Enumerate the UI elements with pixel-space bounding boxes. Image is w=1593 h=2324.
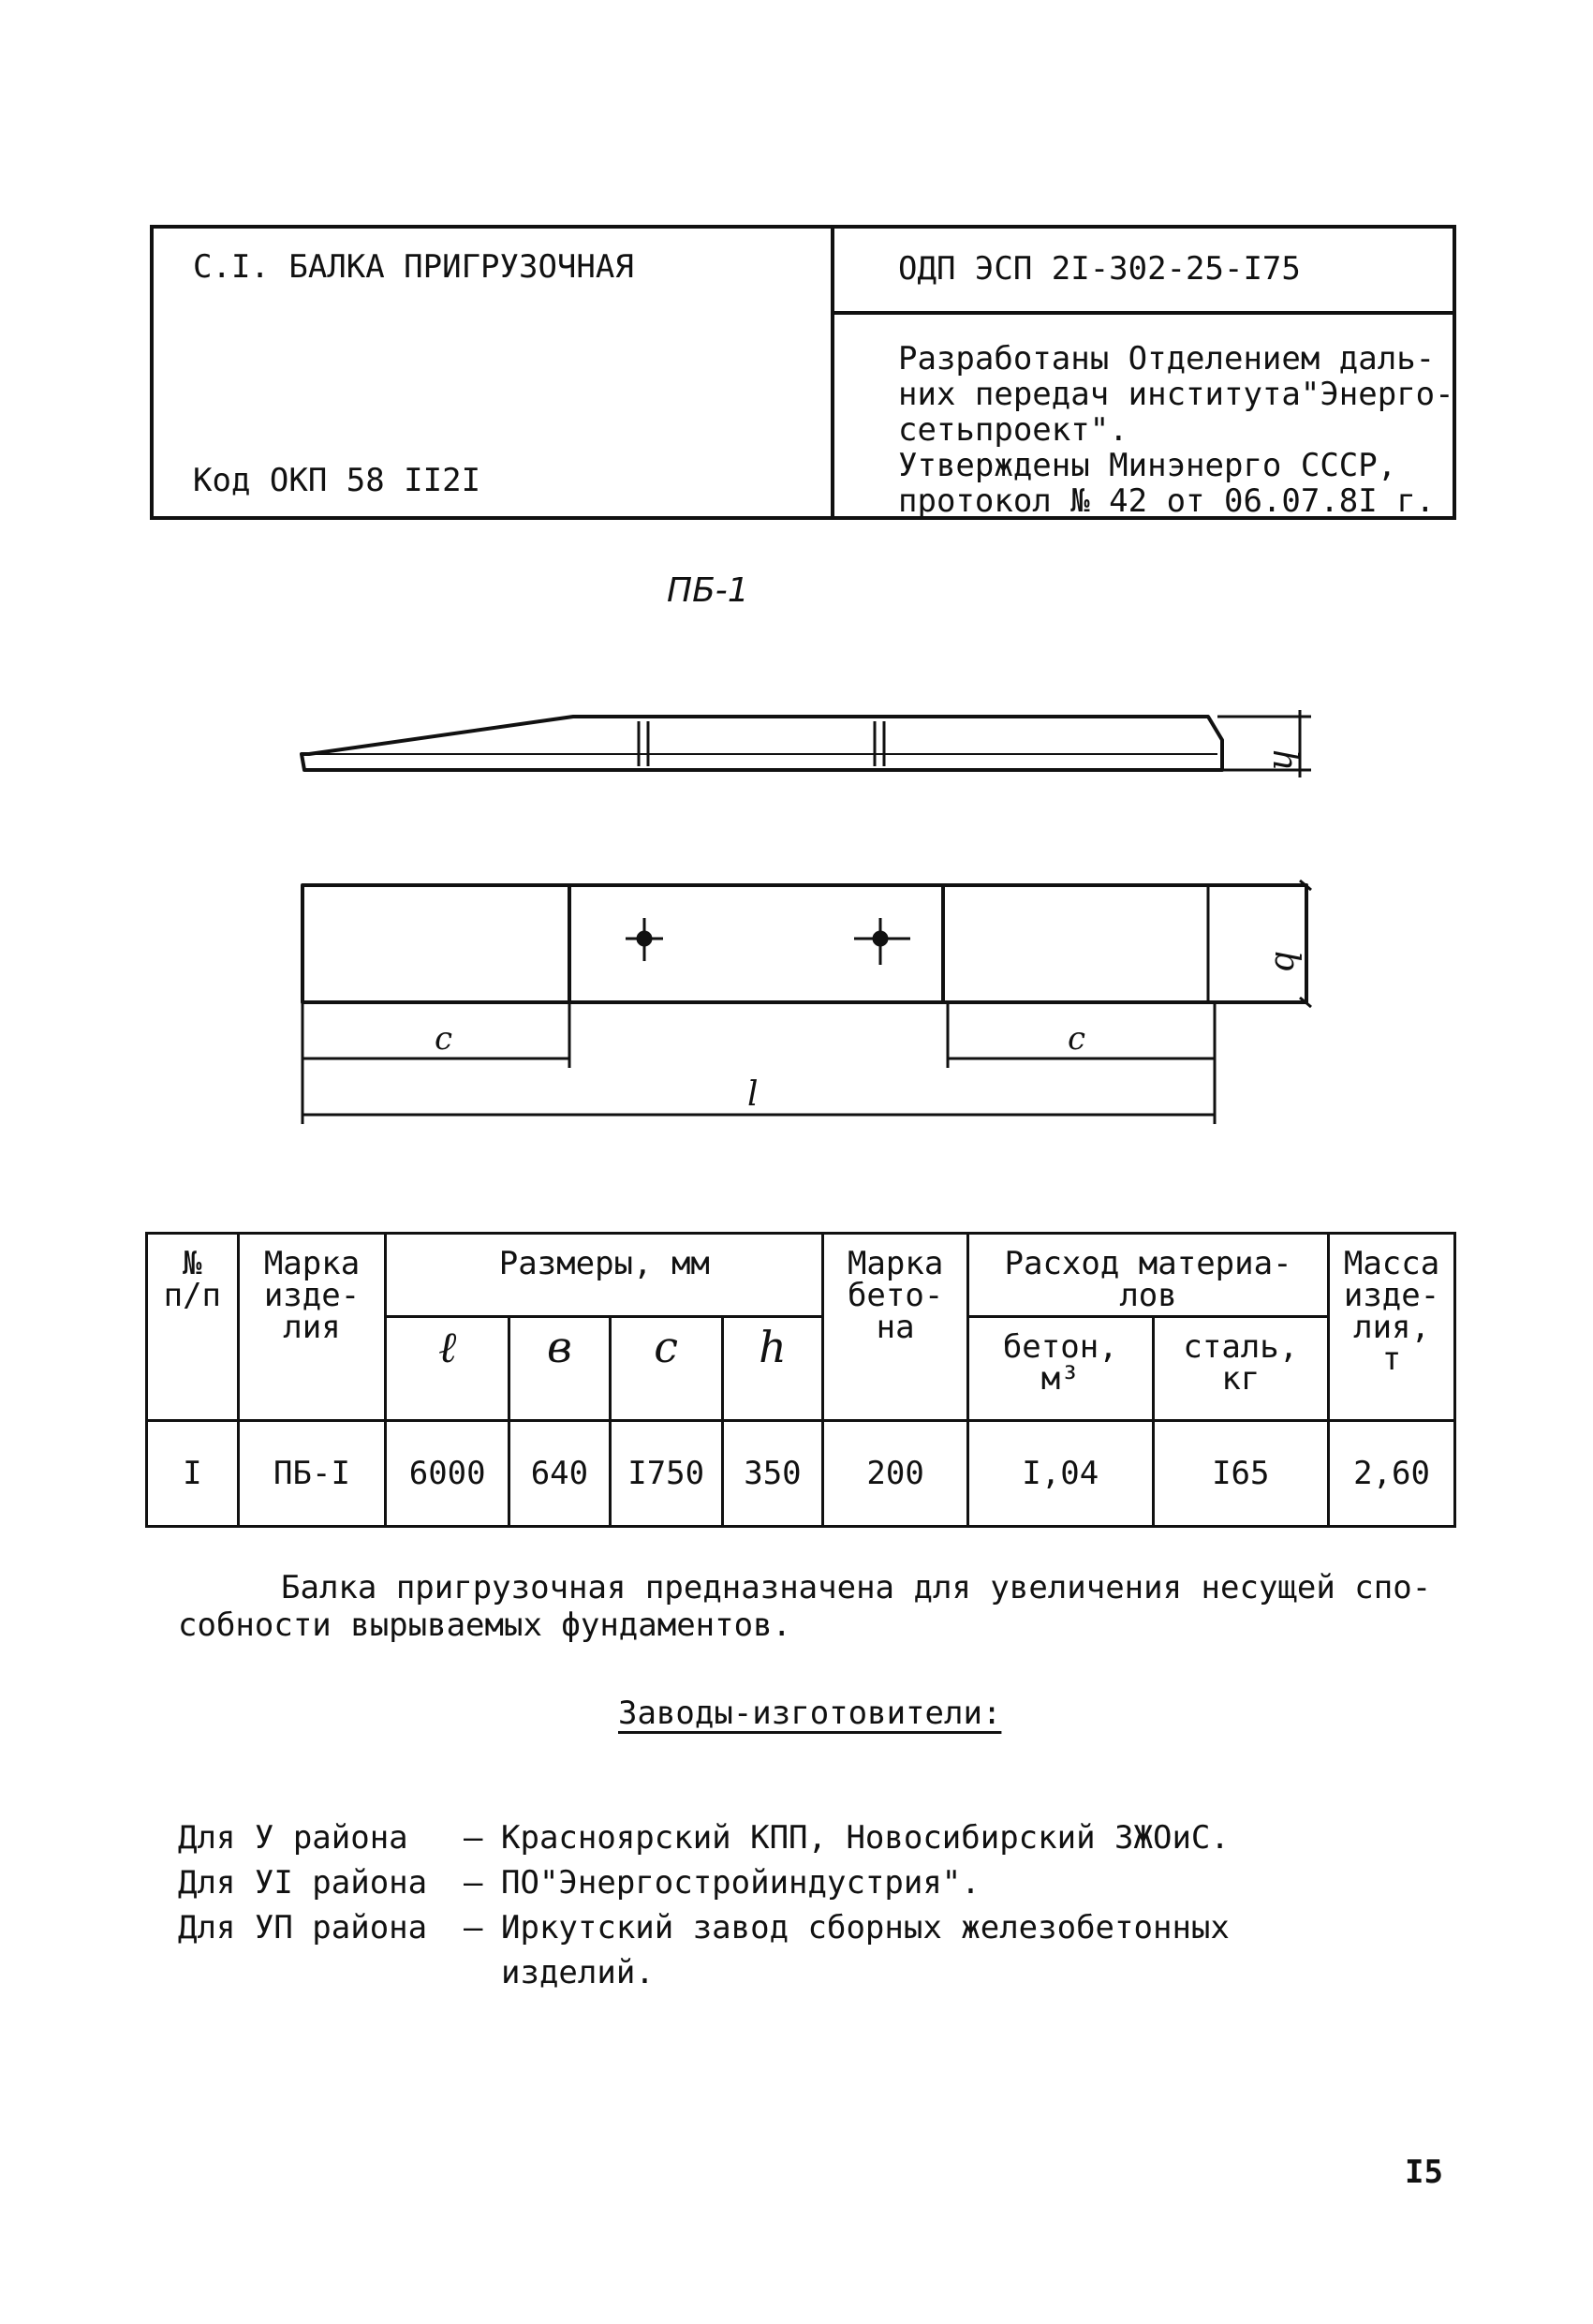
table-header-row-1 xyxy=(147,1234,1455,1317)
developed-line-2: них передач института"Энерго- xyxy=(898,376,1454,413)
header-consumption: Расход материа- лов xyxy=(967,1234,1328,1317)
manufacturer-dash-1: – xyxy=(464,1819,483,1857)
approved-line-2: протокол № 42 от 06.07.8I г. xyxy=(898,482,1436,520)
cell-b: 640 xyxy=(509,1421,611,1527)
lifting-loop-marks xyxy=(639,721,884,766)
developed-line-3: сетьпроект". xyxy=(898,411,1128,449)
manufacturer-region-1: Для У района xyxy=(178,1819,408,1857)
cell-num: I xyxy=(147,1421,239,1527)
cell-h: 350 xyxy=(722,1421,823,1527)
header-dim-b: в xyxy=(509,1317,611,1421)
cell-mark: ПБ-I xyxy=(238,1421,386,1527)
dim-h-label: h xyxy=(1265,749,1304,772)
section-title: С.I. БАЛКА ПРИГРУЗОЧНАЯ xyxy=(193,248,634,286)
page-number: I5 xyxy=(1405,2154,1443,2191)
manufacturer-dash-2: – xyxy=(464,1864,483,1902)
cell-concrete-volume: I,04 xyxy=(967,1421,1153,1527)
plan-marker-1 xyxy=(626,918,663,961)
manufacturer-plant-1: Красноярский КПП, Новосибирский ЗЖОиС. xyxy=(501,1819,1230,1857)
manufacturer-plant-3-continuation: изделий. xyxy=(501,1954,655,1991)
header-mark: Марка изде- лия xyxy=(238,1234,386,1421)
manufacturer-plant-2: ПО"Энергостройиндустрия". xyxy=(501,1864,981,1902)
beam-side-view xyxy=(302,717,1222,770)
header-steel: сталь, кг xyxy=(1153,1317,1329,1421)
header-dim-h: h xyxy=(722,1317,823,1421)
header-dim-l: ℓ xyxy=(386,1317,509,1421)
beam-plan-view xyxy=(302,885,1306,1002)
header-concrete-volume: бетон, м³ xyxy=(967,1317,1153,1421)
dimension-b xyxy=(1300,881,1311,1007)
dim-c-right-label: c xyxy=(1068,1020,1086,1058)
dim-l-label: l xyxy=(747,1075,759,1114)
dim-b-label: b xyxy=(1267,951,1305,973)
cell-c: I750 xyxy=(610,1421,722,1527)
header-concrete-grade: Марка бето- на xyxy=(823,1234,968,1421)
table-row xyxy=(147,1421,1455,1527)
manufacturer-region-2: Для УI района xyxy=(178,1864,428,1902)
header-num: № п/п xyxy=(147,1234,239,1421)
cell-concrete-grade: 200 xyxy=(823,1421,968,1527)
manufacturer-region-3: Для УП района xyxy=(178,1909,428,1947)
manufacturer-plant-3: Иркутский завод сборных железобетонных xyxy=(501,1909,1230,1947)
header-dim-c: с xyxy=(610,1317,722,1421)
drawing-label: ПБ-1 xyxy=(667,571,749,610)
manufacturers-title: Заводы-изготовители: xyxy=(618,1695,1002,1732)
plan-marker-2 xyxy=(854,918,910,965)
description-line-1: Балка пригрузочная предназначена для увеличения несущей спо- xyxy=(281,1569,1432,1606)
header-mass: Масса изде- лия, т xyxy=(1329,1234,1455,1421)
doc-number: ОДП ЭСП 2I-302-25-I75 xyxy=(898,250,1301,288)
okp-code: Код ОКП 58 II2I xyxy=(193,462,481,499)
dim-c-left-label: c xyxy=(435,1020,453,1058)
developed-line-1: Разработаны Отделением даль- xyxy=(898,340,1436,377)
cell-mass: 2,60 xyxy=(1329,1421,1455,1527)
cell-l: 6000 xyxy=(386,1421,509,1527)
specification-table xyxy=(145,1232,1456,1528)
header-dimensions: Размеры, мм xyxy=(386,1234,823,1317)
description-line-2: собности вырываемых фундаментов. xyxy=(178,1606,792,1644)
cell-steel: I65 xyxy=(1153,1421,1329,1527)
approved-line-1: Утверждены Минэнерго СССР, xyxy=(898,447,1397,484)
manufacturer-dash-3: – xyxy=(464,1909,483,1947)
